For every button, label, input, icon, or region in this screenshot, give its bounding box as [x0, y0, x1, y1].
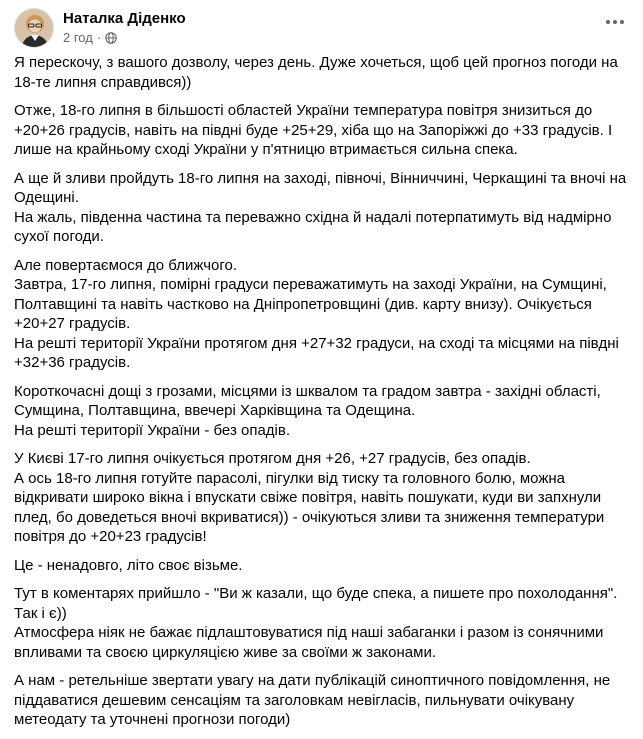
post-body: [14, 53, 629, 739]
avatar-image: [15, 9, 54, 48]
meta-separator: ·: [96, 30, 102, 45]
post-text-line: Отже, 18-го липня в більшості областей України температура повітря знизиться до +20+26 градусів, навіть на півдні буде +25+29, хіба що на Запоріжжі до +33 градусів. І лише на крайньому сході України у п'ятницю втримається сильна спека.: [14, 102, 613, 158]
post-text-line: На решті території України - без опадів.: [14, 421, 291, 439]
post-paragraph: [14, 382, 629, 441]
post-meta: [63, 30, 117, 45]
post-paragraph: [14, 169, 629, 247]
post-text-line: Атмосфера ніяк не бажає підлаштовуватися під наші забаганки і разом із сонячними впливами та своєю циркуляцією живе за своїми ж законами.: [14, 624, 604, 661]
author-name[interactable]: Наталка Діденко: [63, 10, 186, 27]
post-text-line: Але повертаємося до ближчого.: [14, 256, 238, 274]
post-paragraph: [14, 101, 629, 160]
post-paragraph: [14, 584, 629, 662]
post-text-line: На решті території України протягом дня +27+32 градуси, на сході та місцями на півдні +32+36 градусів.: [14, 334, 619, 371]
avatar[interactable]: [14, 8, 54, 48]
post-text-line: Тут в коментарях прийшло - "Ви ж казали, що буде спека, а пишете про похолодання". Так і є)): [14, 585, 618, 622]
globe-icon[interactable]: [105, 32, 117, 44]
post-paragraph: [14, 256, 629, 373]
post-time[interactable]: 2 год: [63, 30, 93, 45]
post-text-line: Я перескочу, з вашого дозволу, через день. Дуже хочеться, щоб цей прогноз погоди на 18-те липня справдився)): [14, 54, 618, 91]
post-text-line: А нам - ретельніше звертати увагу на дати публікацій синоптичного повідомлення, не піддаватися дешевим сенсаціям та заголовкам невігласів, пильнувати очікувану метеодату та уточнені прогнози погоди): [14, 672, 611, 728]
post-text-line: А ще й зливи пройдуть 18-го липня на заході, півночі, Вінниччині, Черкащині та вночі на Одещині.: [14, 169, 627, 206]
post-text-line: У Києві 17-го липня очікується протягом дня +26, +27 градусів, без опадів.: [14, 450, 531, 467]
post-text-line: А ось 18-го липня готуйте парасолі, пігулки від тиску та головного болю, можна відкривати широко вікна і впускати свіже повітря, навіть пошукати, куди ви запхнули плед, бо доведеться вночі вкриватися)) - очікуються зливи та зниження температури повітря до +20+23 градусів!: [14, 469, 605, 545]
post-paragraph: [14, 449, 629, 547]
post-text-line: Завтра, 17-го липня, помірні градуси переважатимуть на заході України, на Сумщині, Полтавщині та навіть частково на Дніпропетровщині (див. карту внизу). Очікується +20+27 градусів.: [14, 276, 607, 332]
post-paragraph: [14, 671, 629, 730]
post-paragraph: [14, 556, 629, 576]
more-options-icon[interactable]: [601, 10, 629, 34]
post-text-line: Це - ненадовго, літо своє візьме.: [14, 556, 243, 574]
post-paragraph: [14, 53, 629, 92]
post-text-line: Короткочасні дощі з грозами, місцями із шквалом та градом завтра - західні області, Сумщина, Полтавщина, ввечері Харківщина та Одещина.: [14, 382, 601, 419]
post-text-line: На жаль, південна частина та переважно східна й надалі потерпатимуть від надмірно сухої погоди.: [14, 208, 612, 245]
post-header: [14, 8, 629, 48]
